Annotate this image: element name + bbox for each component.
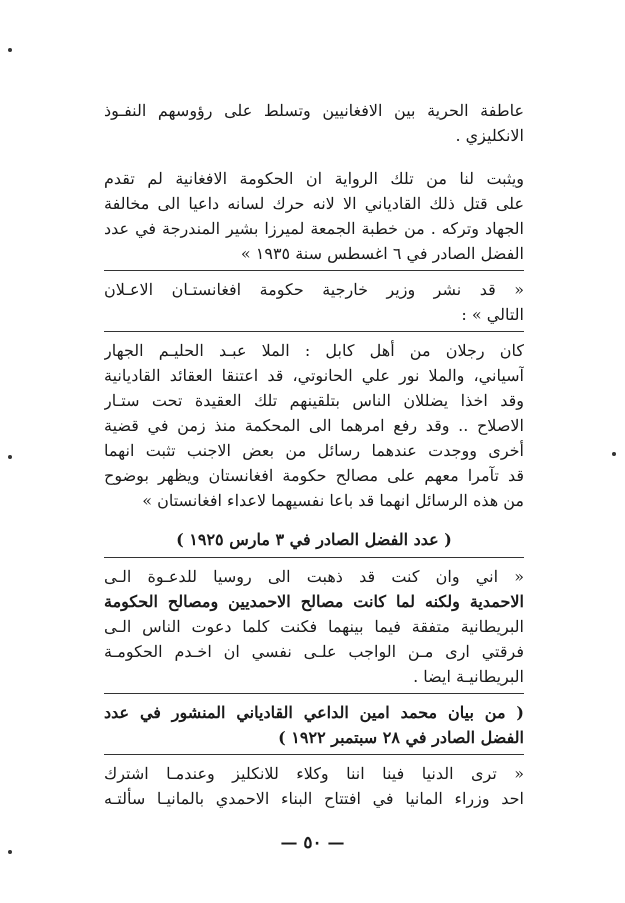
text-line: « قد نشر وزير خارجية حكومة افغانستـان الاعـلان [104,280,524,299]
text-line: الانكليزي . [455,126,524,145]
text-line: الجهاد وتركه . من خطبة الجمعة لميرزا بشير المندرجة في عدد [104,219,524,238]
quotation [104,761,524,811]
text-line: ( من بيان محمد امين الداعي القادياني المنشور في عدد [104,703,524,722]
text-line: الاصلاح .. وقد رفع امرهما الى المحكمة منذ زمن في قضية [104,416,524,435]
paragraph [104,338,524,513]
separator-rule [104,270,524,271]
paragraph [104,98,524,148]
source-citation: ( عدد الفضل الصادر في ٣ مارس ١٩٢٥ ) [176,530,452,549]
text-line: عاطفة الحرية بين الافغانيين وتسلط على رؤوسهم النفـوذ [104,101,524,120]
text-line: الفضل الصادر في ٦ اغسطس سنة ١٩٣٥ » [240,244,524,263]
text-line: كان رجلان من أهل كابل : الملا عبـد الحليـم الجهار [104,341,524,360]
quotation [104,564,524,689]
text-line: « ترى الدنيا فينا اننا وكلاء للانكليز وعندمـا اشترك [104,764,524,783]
text-line: قد تآمرا معهم على مصالح حكومة افغانستان ويظهر بوضوح [104,466,524,485]
text-line: ويثبت لنا من تلك الرواية ان الحكومة الافغانية لم تقدم [104,169,524,188]
text-line: وقد اخذا يضللان الناس بتلقينهم تلك العقيدة تحت ستـار [104,391,524,410]
paragraph [104,166,524,266]
paragraph [104,277,524,327]
page-number: — ٥٠ — [280,833,345,853]
text-line: الفضل الصادر في ٢٨ سبتمبر ١٩٢٢ ) [278,728,524,747]
separator-rule [104,331,524,332]
separator-rule [104,754,524,755]
text-line: البريطانيـة ايضا . [413,667,524,686]
page-body [104,98,524,811]
text-line: أخرى ووجدت عندهما رسائل من بعض الاجنب تثبت انهما [104,441,524,460]
text-line: « اني وان كنت قد ذهبت الى روسيا للدعـوة الـى [104,567,524,586]
text-line: آسياني، والملا نور علي الحانوتي، قد اعتنقا العقائد القاديانية [104,366,524,385]
separator-rule [104,693,524,694]
text-line: احد وزراء المانيا في افتتاح البناء الاحمدي بالمانيـا سألتـه [104,789,524,808]
text-line: على قتل ذلك القادياني الا لانه حرك لسانه داعيا الى مخالفة [104,194,524,213]
margin-dot [612,452,616,456]
text-line: البريطانية متفقة فيما بينهما فكنت كلما دعوت الناس الـى [104,617,524,636]
margin-dot [8,455,12,459]
margin-dot [8,48,12,52]
separator-rule [104,557,524,558]
text-line: التالي » : [461,305,524,324]
text-line: من هذه الرسائل انهما قد باعا نفسيهما لاعداء افغانستان » [142,491,524,510]
text-line: فرقتي ارى مـن الواجب علـى نفسي ان اخـدم الحكومـة [104,642,524,661]
text-line: الاحمدية ولكنه لما كانت مصالح الاحمديين ومصالح الحكومة [104,592,524,611]
source-citation [104,700,524,750]
